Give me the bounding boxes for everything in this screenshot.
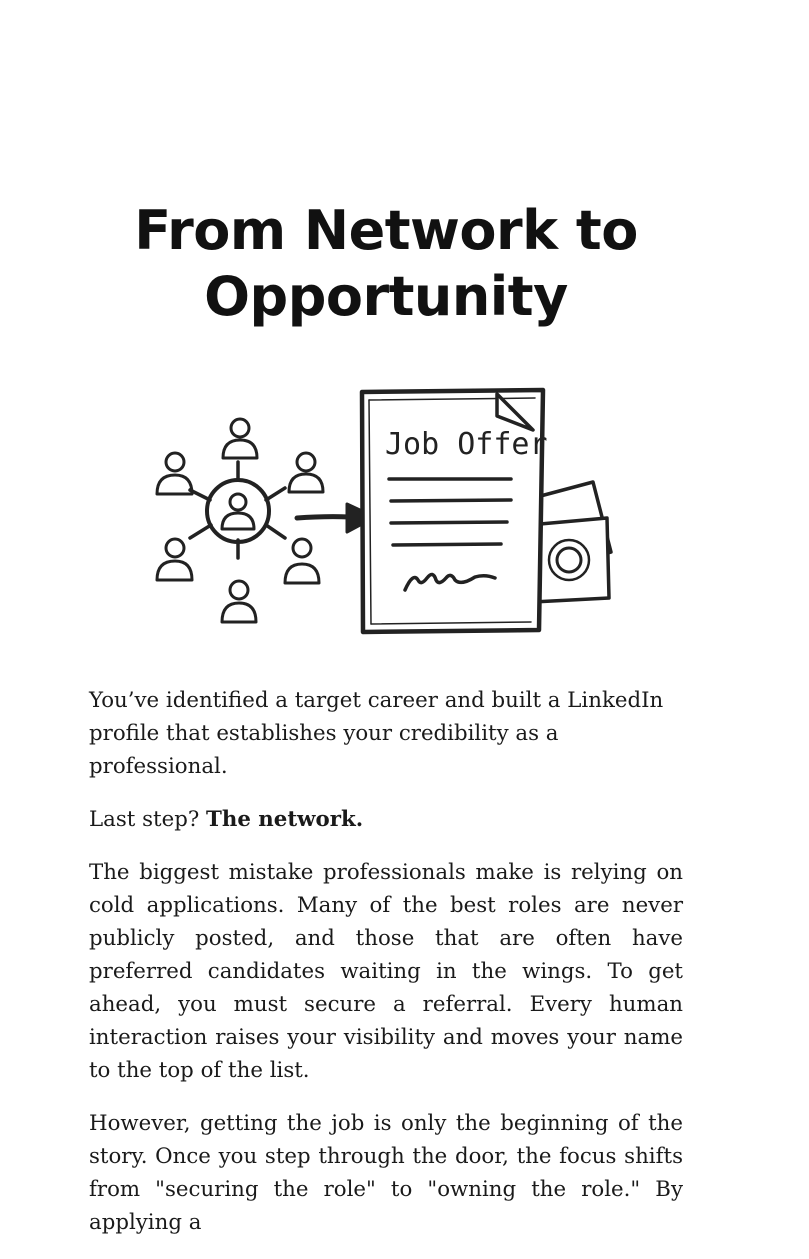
page-title: From Network to Opportunity xyxy=(134,199,638,328)
document-heading: Job Offer xyxy=(385,427,548,462)
network-people-icon xyxy=(157,419,323,622)
body-text xyxy=(89,684,683,1259)
paragraph-3: The biggest mistake professionals make is relying on cold applications. Many of the best roles are never publicly posted, and those that are often have preferred candidates waiting in the wings. To get ahead, you must secure a referral. Every human interaction raises your visibility and moves your name to the top of the list. xyxy=(89,860,683,1083)
network-to-offer-illustration xyxy=(145,380,625,640)
paragraph-1: You’ve identified a target career and built a LinkedIn profile that establishes your credibility as a professional. xyxy=(89,688,664,779)
paragraph-2-emphasis: The network. xyxy=(206,807,364,832)
paragraph-2-prefix: Last step? xyxy=(89,807,207,832)
paragraph-2 xyxy=(89,803,683,836)
paragraph-4: However, getting the job is only the beginning of the story. Once you step through the door, the focus shifts from "securing the role" to "owning the role." By applying a xyxy=(89,1111,683,1235)
